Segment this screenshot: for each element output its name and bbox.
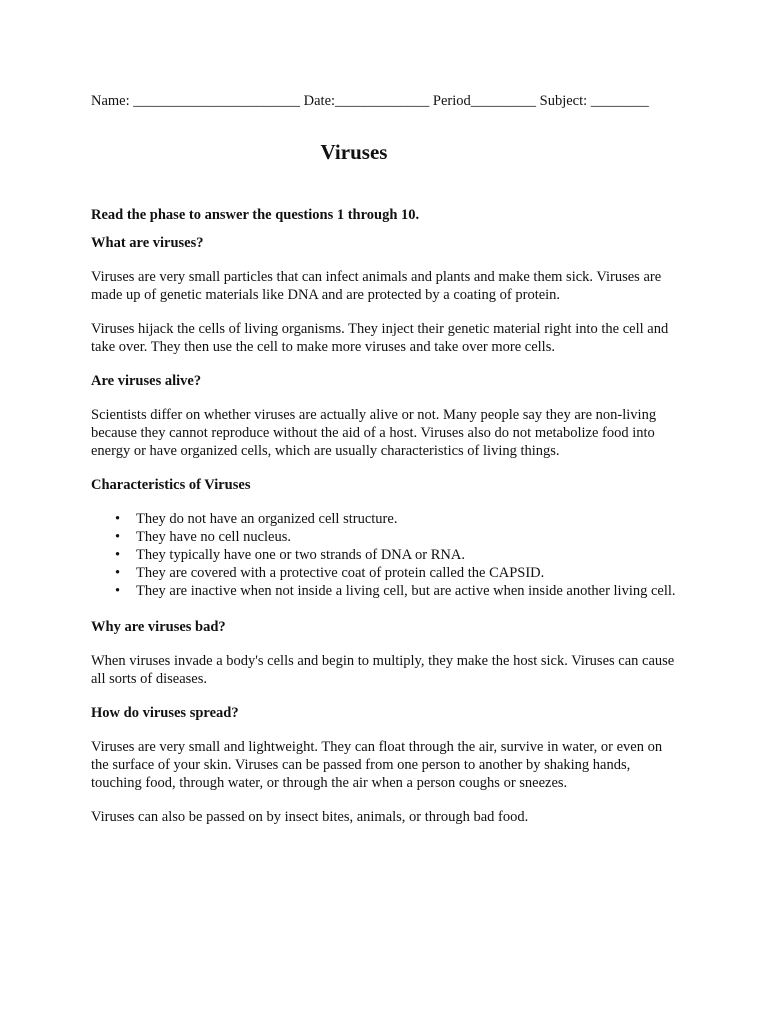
worksheet-content <box>91 206 681 842</box>
section-heading: Are viruses alive? <box>91 373 202 389</box>
list-item: • They have no cell nucleus. <box>136 528 681 546</box>
student-info-line: Name: _______________________ Date:_____________ Period_________ Subject: ________ <box>91 93 649 109</box>
list-item: • They are inactive when not inside a living cell, but are active when inside another living cell. <box>136 582 681 600</box>
list-item: • They are covered with a protective coat of protein called the CAPSID. <box>136 564 681 582</box>
section-paragraph: When viruses invade a body's cells and begin to multiply, they make the host sick. Viruses can cause all sorts of diseases. <box>91 653 675 687</box>
section-heading: What are viruses? <box>91 235 204 251</box>
list-item: • They do not have an organized cell structure. <box>136 510 681 528</box>
section-paragraph: Viruses hijack the cells of living organisms. They inject their genetic material right into the cell and take over. They then use the cell to make more viruses and take over more cells. <box>91 321 669 355</box>
section-paragraph: Viruses are very small particles that can infect animals and plants and make them sick. Viruses are made up of genetic materials like DNA and are protected by a coating of protein. <box>91 269 662 303</box>
section-heading: Why are viruses bad? <box>91 619 226 635</box>
characteristics-list <box>91 510 681 600</box>
list-item: • They typically have one or two strands of DNA or RNA. <box>136 546 681 564</box>
section-paragraph: Viruses can also be passed on by insect bites, animals, or through bad food. <box>91 809 529 825</box>
section-heading: How do viruses spread? <box>91 705 239 721</box>
instructions: Read the phase to answer the questions 1 through 10. <box>91 207 420 223</box>
section-paragraph: Scientists differ on whether viruses are actually alive or not. Many people say they are non-living because they cannot reproduce without the aid of a host. Viruses also do not metabolize food into energy or have organized cells, which are usually characteristics of living things. <box>91 407 657 459</box>
page-title: Viruses <box>320 140 388 164</box>
section-heading: Characteristics of Viruses <box>91 477 251 493</box>
section-paragraph: Viruses are very small and lightweight. They can float through the air, survive in water, or even on the surface of your skin. Viruses can be passed from one person to another by shaking hands, touching food, through water, or through the air when a person coughs or sneezes. <box>91 739 663 791</box>
